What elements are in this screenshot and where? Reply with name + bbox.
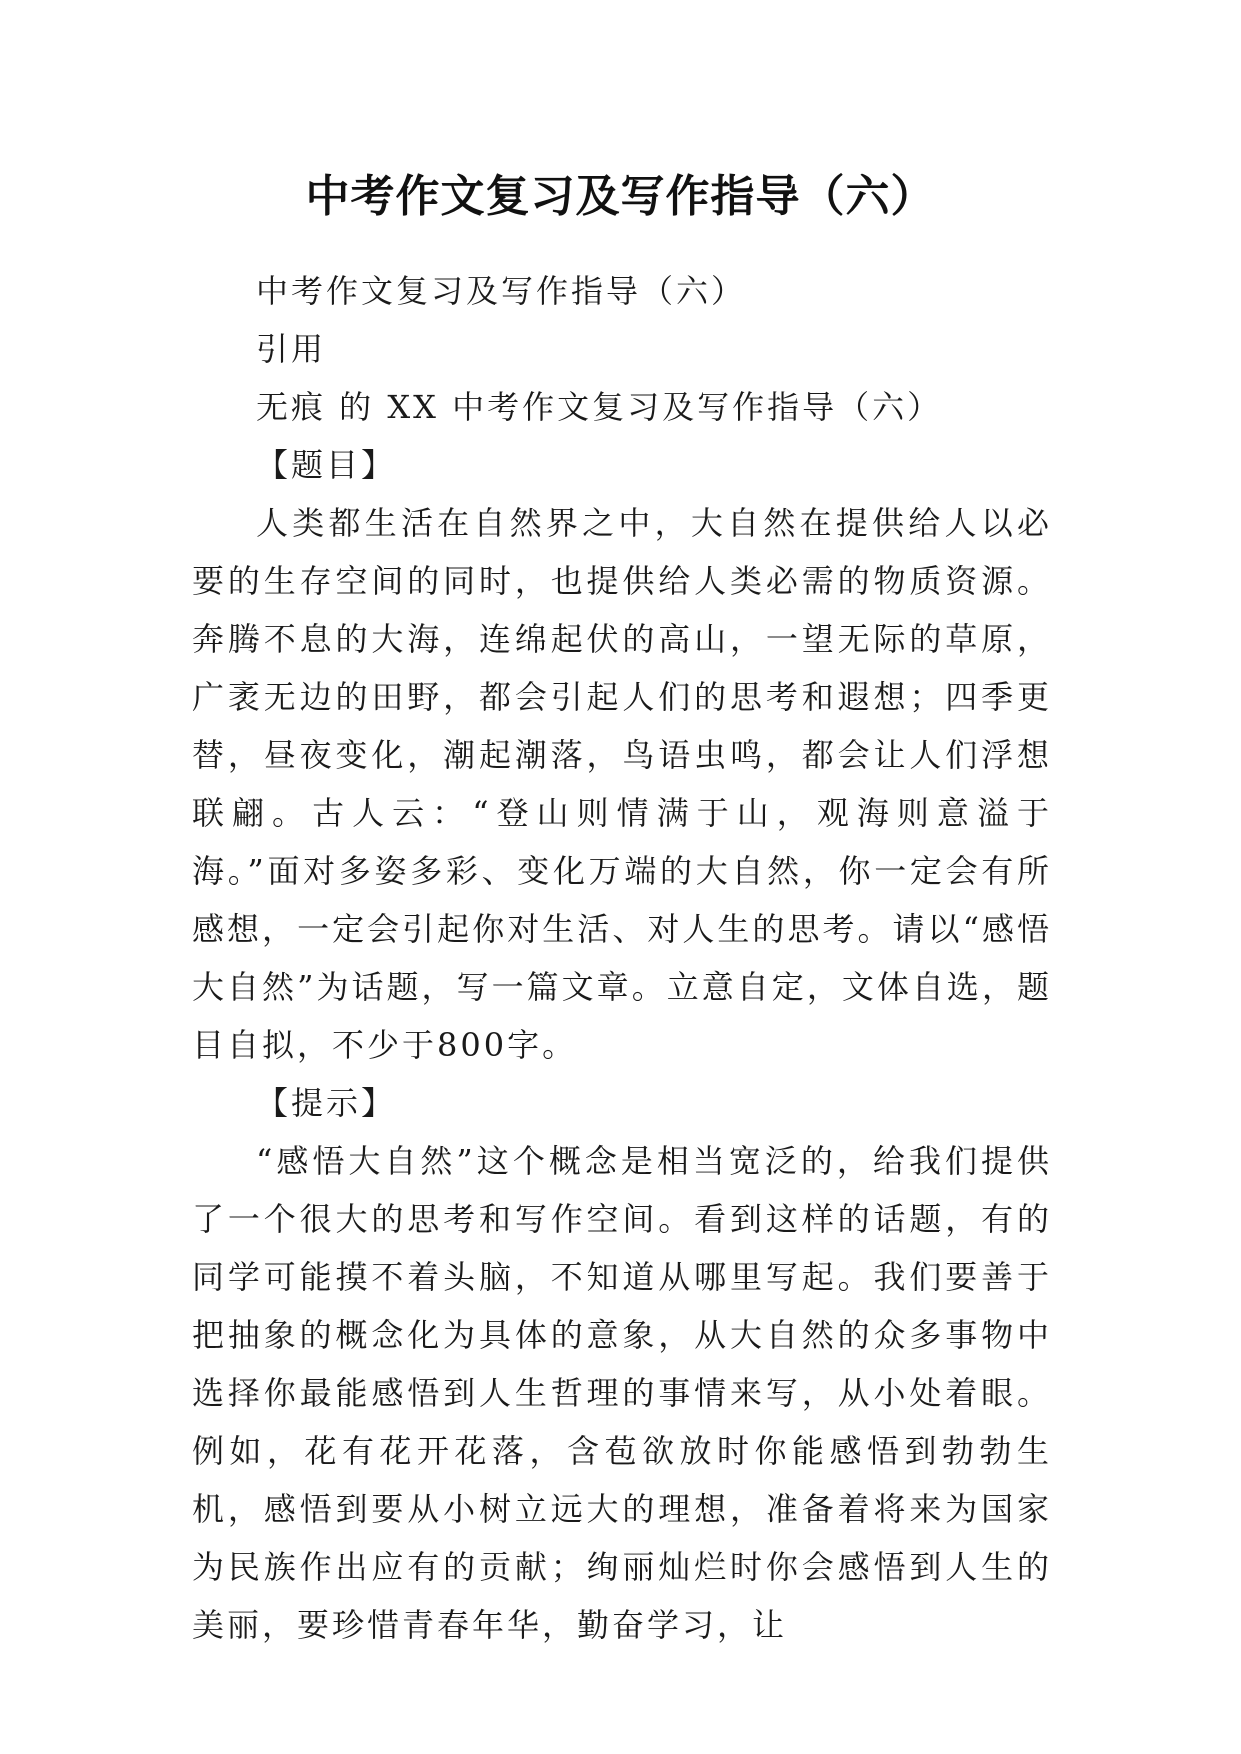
hint-paragraph: “感悟大自然”这个概念是相当宽泛的，给我们提供了一个很大的思考和写作空间。看到这样的话题，有的同学可能摸不着头脑，不知道从哪里写起。我们要善于把抽象的概念化为具体的意象，从大自然的众多事物中选择你最能感悟到人生哲理的事情来写，从小处着眼。例如，花有花开花落，含苞欲放时你能感悟到勃勃生机，感悟到要从小树立远大的理想，准备着将来为国家为民族作出应有的贡献；绚丽灿烂时你会感悟到人生的美丽，要珍惜青春年华，勤奋学习，让 bbox=[192, 1142, 1052, 1644]
page-title: 中考作文复习及写作指导（六） bbox=[305, 171, 936, 222]
section-heading-hint: 【提示】 bbox=[256, 1084, 397, 1122]
cite-line: 引用 bbox=[256, 330, 327, 368]
source-line: 无痕 的 XX 中考作文复习及写作指导（六） bbox=[256, 388, 943, 426]
topic-paragraph: 人类都生活在自然界之中，大自然在提供给人以必要的生存空间的同时，也提供给人类必需的物质资源。奔腾不息的大海，连绵起伏的高山，一望无际的草原，广袤无边的田野，都会引起人们的思考和遐想；四季更替，昼夜变化，潮起潮落，鸟语虫鸣，都会让人们浮想联翩。古人云：“登山则情满于山，观海则意溢于海。”面对多姿多彩、变化万端的大自然，你一定会有所感想，一定会引起你对生活、对人生的思考。请以“感悟大自然”为话题，写一篇文章。立意自定，文体自选，题目自拟，不少于800字。 bbox=[192, 504, 1052, 1064]
document-body bbox=[192, 262, 1052, 1654]
section-heading-topic: 【题目】 bbox=[256, 446, 397, 484]
subtitle-line: 中考作文复习及写作指导（六） bbox=[256, 272, 747, 310]
